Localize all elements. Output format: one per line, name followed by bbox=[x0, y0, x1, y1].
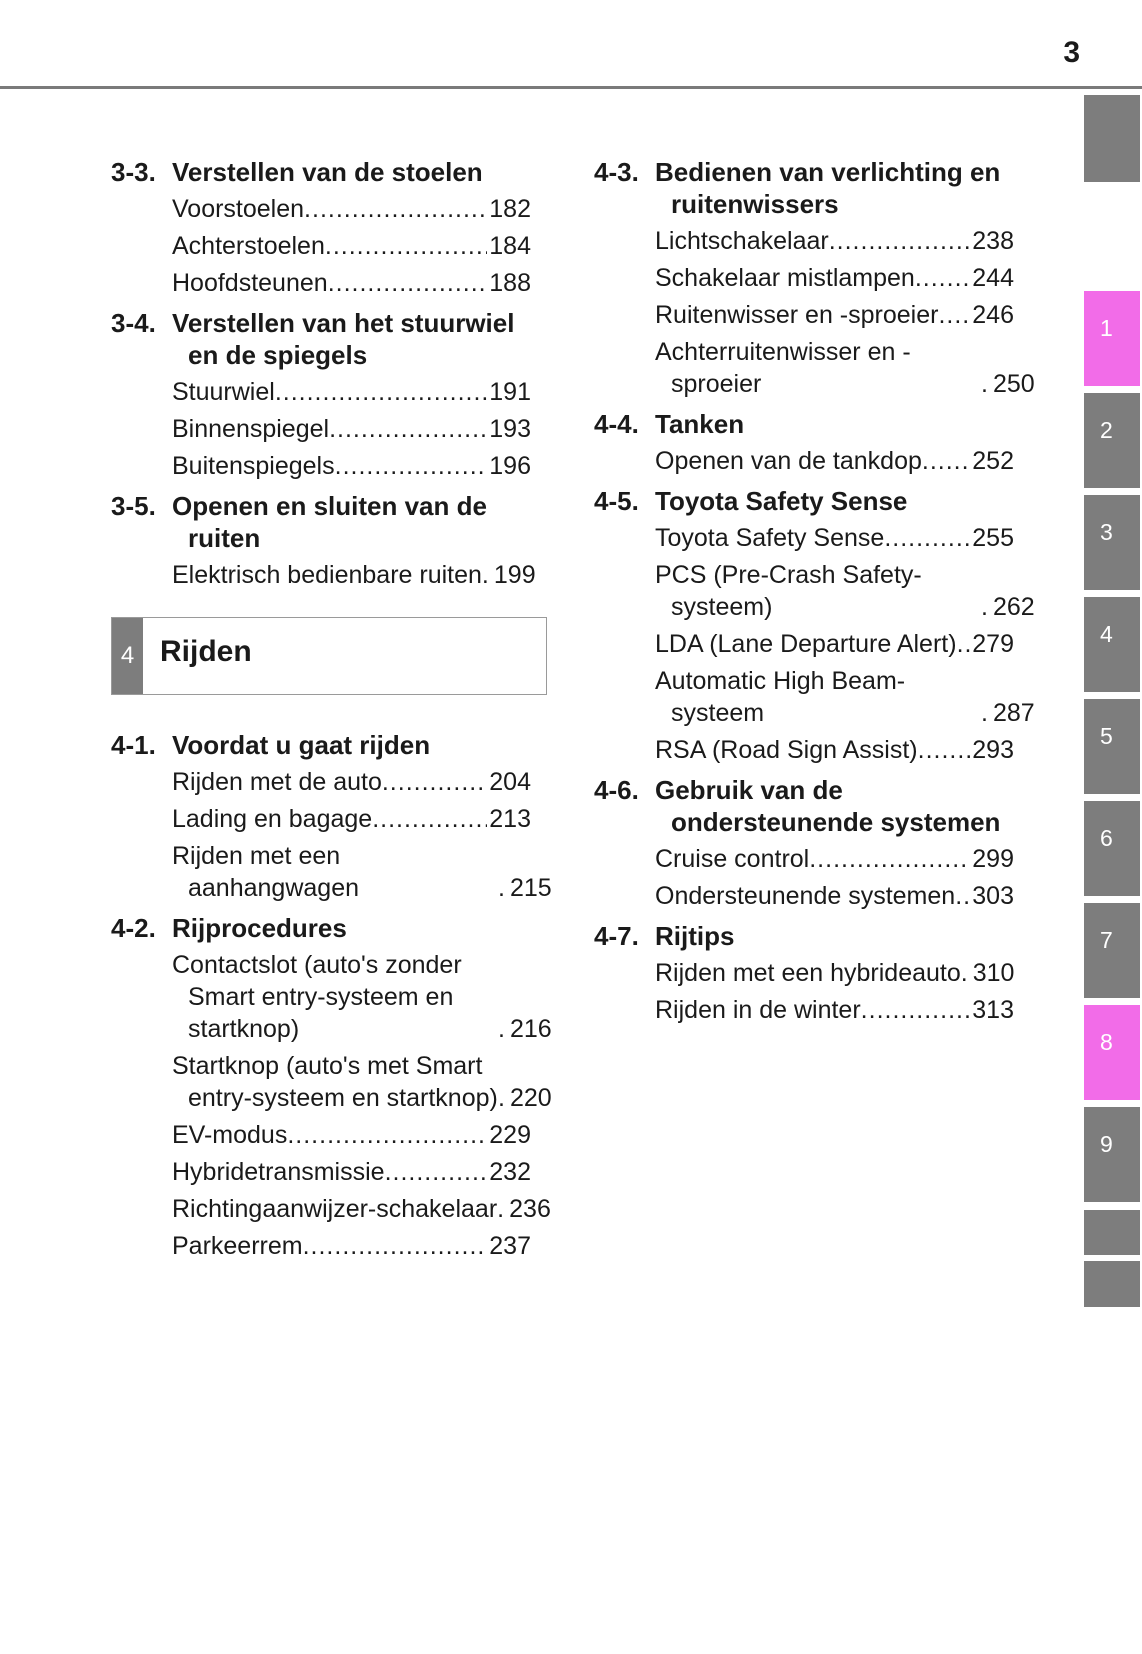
chapter-tab-9[interactable]: 9 bbox=[1084, 1107, 1140, 1202]
toc-entry[interactable] bbox=[172, 193, 531, 225]
entry-title[interactable]: RSA (Road Sign Assist) bbox=[655, 736, 918, 764]
toc-entry[interactable] bbox=[655, 880, 1014, 912]
section-title: Rijprocedures bbox=[172, 913, 347, 943]
toc-left-sections bbox=[111, 156, 536, 591]
toc-entry[interactable] bbox=[655, 559, 1035, 623]
toc-entry[interactable] bbox=[655, 336, 1035, 400]
dot-leader bbox=[955, 880, 970, 912]
dot-leader bbox=[981, 591, 991, 623]
dot-leader bbox=[918, 734, 971, 766]
chapter-tab-5[interactable]: 5 bbox=[1084, 699, 1140, 794]
entry-title[interactable]: Elektrisch bedienbare ruiten bbox=[172, 561, 482, 589]
toc-entry[interactable] bbox=[655, 299, 1014, 331]
toc-entry[interactable] bbox=[172, 413, 531, 445]
toc-entry[interactable] bbox=[172, 1230, 531, 1262]
entry-title[interactable]: Buitenspiegels bbox=[172, 452, 335, 480]
entry-page-number[interactable]: 220 bbox=[510, 1084, 552, 1112]
toc-entry[interactable] bbox=[172, 1193, 551, 1225]
entry-title[interactable]: Openen van de tankdop bbox=[655, 447, 922, 475]
chapter-title: Rijden bbox=[160, 635, 252, 668]
dot-leader bbox=[382, 766, 487, 798]
entry-title[interactable]: Ruitenwisser en -sproeier bbox=[655, 301, 939, 329]
entry-title[interactable]: Schakelaar mistlampen bbox=[655, 264, 915, 292]
section-heading bbox=[111, 490, 531, 554]
toc-entry[interactable] bbox=[655, 734, 1014, 766]
entry-page-number[interactable]: 246 bbox=[972, 301, 1014, 329]
entry-page-number[interactable]: 213 bbox=[489, 805, 531, 833]
section-heading bbox=[594, 920, 1014, 952]
section-number: 4-1. bbox=[111, 730, 156, 760]
entry-page-number[interactable]: 299 bbox=[972, 845, 1014, 873]
toc-entry[interactable] bbox=[172, 1119, 531, 1151]
section-title: Gebruik van de ondersteunende systemen bbox=[655, 775, 1001, 837]
chapter-tab-blank[interactable] bbox=[1084, 1210, 1140, 1255]
entry-title[interactable]: Lading en bagage bbox=[172, 805, 373, 833]
section-title: Bedienen van verlichting en ruitenwissers bbox=[655, 157, 1001, 219]
entry-title[interactable]: Richtingaanwijzer-schakelaar bbox=[172, 1195, 498, 1223]
chapter-tab-6[interactable]: 6 bbox=[1084, 801, 1140, 896]
entry-title[interactable]: Toyota Safety Sense bbox=[655, 524, 885, 552]
entry-title[interactable]: Startknop (auto's met Smart entry-systeem en startknop) bbox=[172, 1052, 498, 1112]
chapter-tab-2[interactable]: 2 bbox=[1084, 393, 1140, 488]
entry-title[interactable]: Hybridetransmissie bbox=[172, 1158, 385, 1186]
entry-title[interactable]: Automatic High Beam-systeem bbox=[655, 667, 906, 727]
dot-leader bbox=[981, 697, 991, 729]
entry-page-number[interactable]: 232 bbox=[489, 1158, 531, 1186]
section-number: 3-3. bbox=[111, 157, 156, 187]
section-number: 4-6. bbox=[594, 775, 639, 805]
entry-page-number[interactable]: 193 bbox=[489, 415, 531, 443]
section-title: Verstellen van het stuurwiel en de spiegels bbox=[172, 308, 515, 370]
entry-page-number[interactable]: 252 bbox=[972, 447, 1014, 475]
dot-leader bbox=[861, 994, 971, 1026]
chapter-tab-4[interactable]: 4 bbox=[1084, 597, 1140, 692]
entry-page-number[interactable]: 313 bbox=[972, 996, 1014, 1024]
entry-page-number[interactable]: 255 bbox=[972, 524, 1014, 552]
dot-leader bbox=[498, 1013, 508, 1045]
entry-title[interactable]: Hoofdsteunen bbox=[172, 269, 328, 297]
dot-leader bbox=[482, 559, 492, 591]
dot-leader bbox=[829, 225, 971, 257]
entry-title[interactable]: Ondersteunende systemen bbox=[655, 882, 956, 910]
section-title: Toyota Safety Sense bbox=[655, 486, 908, 516]
entry-title[interactable]: Parkeerrem bbox=[172, 1232, 303, 1260]
entry-title[interactable]: Rijden met de auto bbox=[172, 768, 382, 796]
entry-page-number[interactable]: 262 bbox=[993, 593, 1035, 621]
toc-entry[interactable] bbox=[655, 843, 1014, 875]
section-heading bbox=[111, 307, 531, 371]
section-heading bbox=[594, 485, 1014, 517]
dot-leader bbox=[329, 413, 487, 445]
chapter-tab-blank[interactable] bbox=[1084, 1261, 1140, 1307]
chapter-tab-7[interactable]: 7 bbox=[1084, 903, 1140, 998]
section-title: Voordat u gaat rijden bbox=[172, 730, 431, 760]
entry-page-number[interactable]: 293 bbox=[972, 736, 1014, 764]
page-number: 3 bbox=[1063, 36, 1080, 69]
section-heading bbox=[594, 156, 1014, 220]
entry-title[interactable]: Voorstoelen bbox=[172, 195, 305, 223]
section-heading bbox=[111, 729, 531, 761]
toc-entry[interactable] bbox=[172, 376, 531, 408]
entry-title[interactable]: Binnenspiegel bbox=[172, 415, 330, 443]
entry-page-number[interactable]: 216 bbox=[510, 1015, 552, 1043]
entry-page-number[interactable]: 204 bbox=[489, 768, 531, 796]
entry-title[interactable]: Rijden met een aanhangwagen bbox=[172, 842, 359, 902]
entry-page-number[interactable]: 238 bbox=[972, 227, 1014, 255]
toc-entry[interactable] bbox=[655, 628, 1014, 660]
section-number: 4-2. bbox=[111, 913, 156, 943]
entry-title[interactable]: Achterstoelen bbox=[172, 232, 325, 260]
toc-entry[interactable] bbox=[655, 665, 1035, 729]
section-title: Tanken bbox=[655, 409, 745, 439]
toc-entry[interactable] bbox=[655, 262, 1014, 294]
entry-page-number[interactable]: 184 bbox=[489, 232, 531, 260]
entry-page-number[interactable]: 236 bbox=[509, 1195, 551, 1223]
entry-page-number[interactable]: 199 bbox=[493, 561, 536, 589]
entry-page-number[interactable]: 310 bbox=[972, 959, 1015, 987]
entry-page-number[interactable]: 287 bbox=[993, 699, 1035, 727]
dot-leader bbox=[287, 1119, 487, 1151]
dot-leader bbox=[372, 803, 487, 835]
entry-title[interactable]: LDA (Lane Departure Alert) bbox=[655, 630, 957, 658]
entry-page-number[interactable]: 182 bbox=[489, 195, 531, 223]
dot-leader bbox=[328, 267, 488, 299]
dot-leader bbox=[385, 1156, 488, 1188]
section-heading bbox=[111, 912, 531, 944]
toc-entry[interactable] bbox=[172, 267, 531, 299]
section-title: Verstellen van de stoelen bbox=[172, 157, 483, 187]
dot-leader bbox=[922, 445, 970, 477]
chapter-tab-blank[interactable] bbox=[1084, 95, 1140, 182]
toc-entry[interactable] bbox=[172, 450, 531, 482]
entry-page-number[interactable]: 250 bbox=[993, 370, 1035, 398]
section-heading bbox=[594, 774, 1014, 838]
toc-entry[interactable] bbox=[655, 994, 1014, 1026]
section-number: 4-7. bbox=[594, 921, 639, 951]
toc-entry[interactable] bbox=[172, 803, 531, 835]
toc-entry[interactable] bbox=[655, 522, 1014, 554]
dot-leader bbox=[498, 1082, 508, 1114]
section-title: Openen en sluiten van de ruiten bbox=[172, 491, 487, 553]
entry-title[interactable]: Cruise control bbox=[655, 845, 810, 873]
toc-entry[interactable] bbox=[172, 766, 531, 798]
entry-title[interactable]: Rijden in de winter bbox=[655, 996, 861, 1024]
toc-entry[interactable] bbox=[172, 1050, 552, 1114]
dot-leader bbox=[938, 299, 970, 331]
section-number: 4-3. bbox=[594, 157, 639, 187]
entry-page-number[interactable]: 215 bbox=[510, 874, 552, 902]
toc-left-sections-after bbox=[111, 729, 552, 1262]
entry-title[interactable]: Lichtschakelaar bbox=[655, 227, 829, 255]
entry-title[interactable]: Achterruitenwisser en -sproeier bbox=[655, 338, 911, 398]
chapter-tab-3[interactable]: 3 bbox=[1084, 495, 1140, 590]
dot-leader bbox=[915, 262, 970, 294]
toc-entry[interactable] bbox=[172, 230, 531, 262]
section-number: 4-5. bbox=[594, 486, 639, 516]
entry-page-number[interactable]: 229 bbox=[489, 1121, 531, 1149]
entry-page-number[interactable]: 237 bbox=[489, 1232, 531, 1260]
dot-leader bbox=[961, 957, 971, 989]
toc-right-sections bbox=[594, 156, 1035, 1026]
entry-title[interactable]: PCS (Pre-Crash Safety-systeem) bbox=[655, 561, 922, 621]
entry-page-number[interactable]: 196 bbox=[489, 452, 531, 480]
toc-entry[interactable] bbox=[655, 445, 1014, 477]
toc-left-column bbox=[111, 156, 552, 1262]
section-title: Rijtips bbox=[655, 921, 735, 951]
entry-title[interactable]: Rijden met een hybrideauto bbox=[655, 959, 961, 987]
toc-entry[interactable] bbox=[655, 957, 1014, 989]
dot-leader bbox=[809, 843, 970, 875]
dot-leader bbox=[497, 1193, 507, 1225]
entry-page-number[interactable]: 303 bbox=[972, 882, 1014, 910]
section-number: 3-5. bbox=[111, 491, 156, 521]
entry-page-number[interactable]: 191 bbox=[489, 378, 531, 406]
toc-entry[interactable] bbox=[172, 559, 536, 591]
entry-page-number[interactable]: 244 bbox=[972, 264, 1014, 292]
entry-title[interactable]: Stuurwiel bbox=[172, 378, 275, 406]
entry-title[interactable]: Contactslot (auto's zonder Smart entry-systeem en startknop) bbox=[172, 951, 462, 1043]
toc-entry[interactable] bbox=[172, 840, 552, 904]
dot-leader bbox=[335, 450, 488, 482]
toc-entry[interactable] bbox=[172, 1156, 531, 1188]
dot-leader bbox=[884, 522, 970, 554]
section-number: 4-4. bbox=[594, 409, 639, 439]
chapter-tab-8[interactable]: 8 bbox=[1084, 1005, 1140, 1100]
dot-leader bbox=[303, 1230, 488, 1262]
chapter-number: 4 bbox=[112, 618, 143, 694]
dot-leader bbox=[498, 872, 508, 904]
dot-leader bbox=[304, 193, 487, 225]
dot-leader bbox=[275, 376, 487, 408]
entry-title[interactable]: EV-modus bbox=[172, 1121, 288, 1149]
entry-page-number[interactable]: 188 bbox=[489, 269, 531, 297]
toc-entry[interactable] bbox=[655, 225, 1014, 257]
toc-entry[interactable] bbox=[172, 949, 552, 1045]
section-heading bbox=[594, 408, 1014, 440]
dot-leader bbox=[957, 628, 971, 660]
chapter-header bbox=[111, 617, 547, 695]
section-heading bbox=[111, 156, 531, 188]
section-number: 3-4. bbox=[111, 308, 156, 338]
dot-leader bbox=[981, 368, 991, 400]
entry-page-number[interactable]: 279 bbox=[972, 630, 1014, 658]
chapter-tab-1[interactable]: 1 bbox=[1084, 291, 1140, 386]
header-rule bbox=[0, 86, 1142, 89]
dot-leader bbox=[325, 230, 487, 262]
toc-right-column bbox=[594, 156, 1035, 1026]
